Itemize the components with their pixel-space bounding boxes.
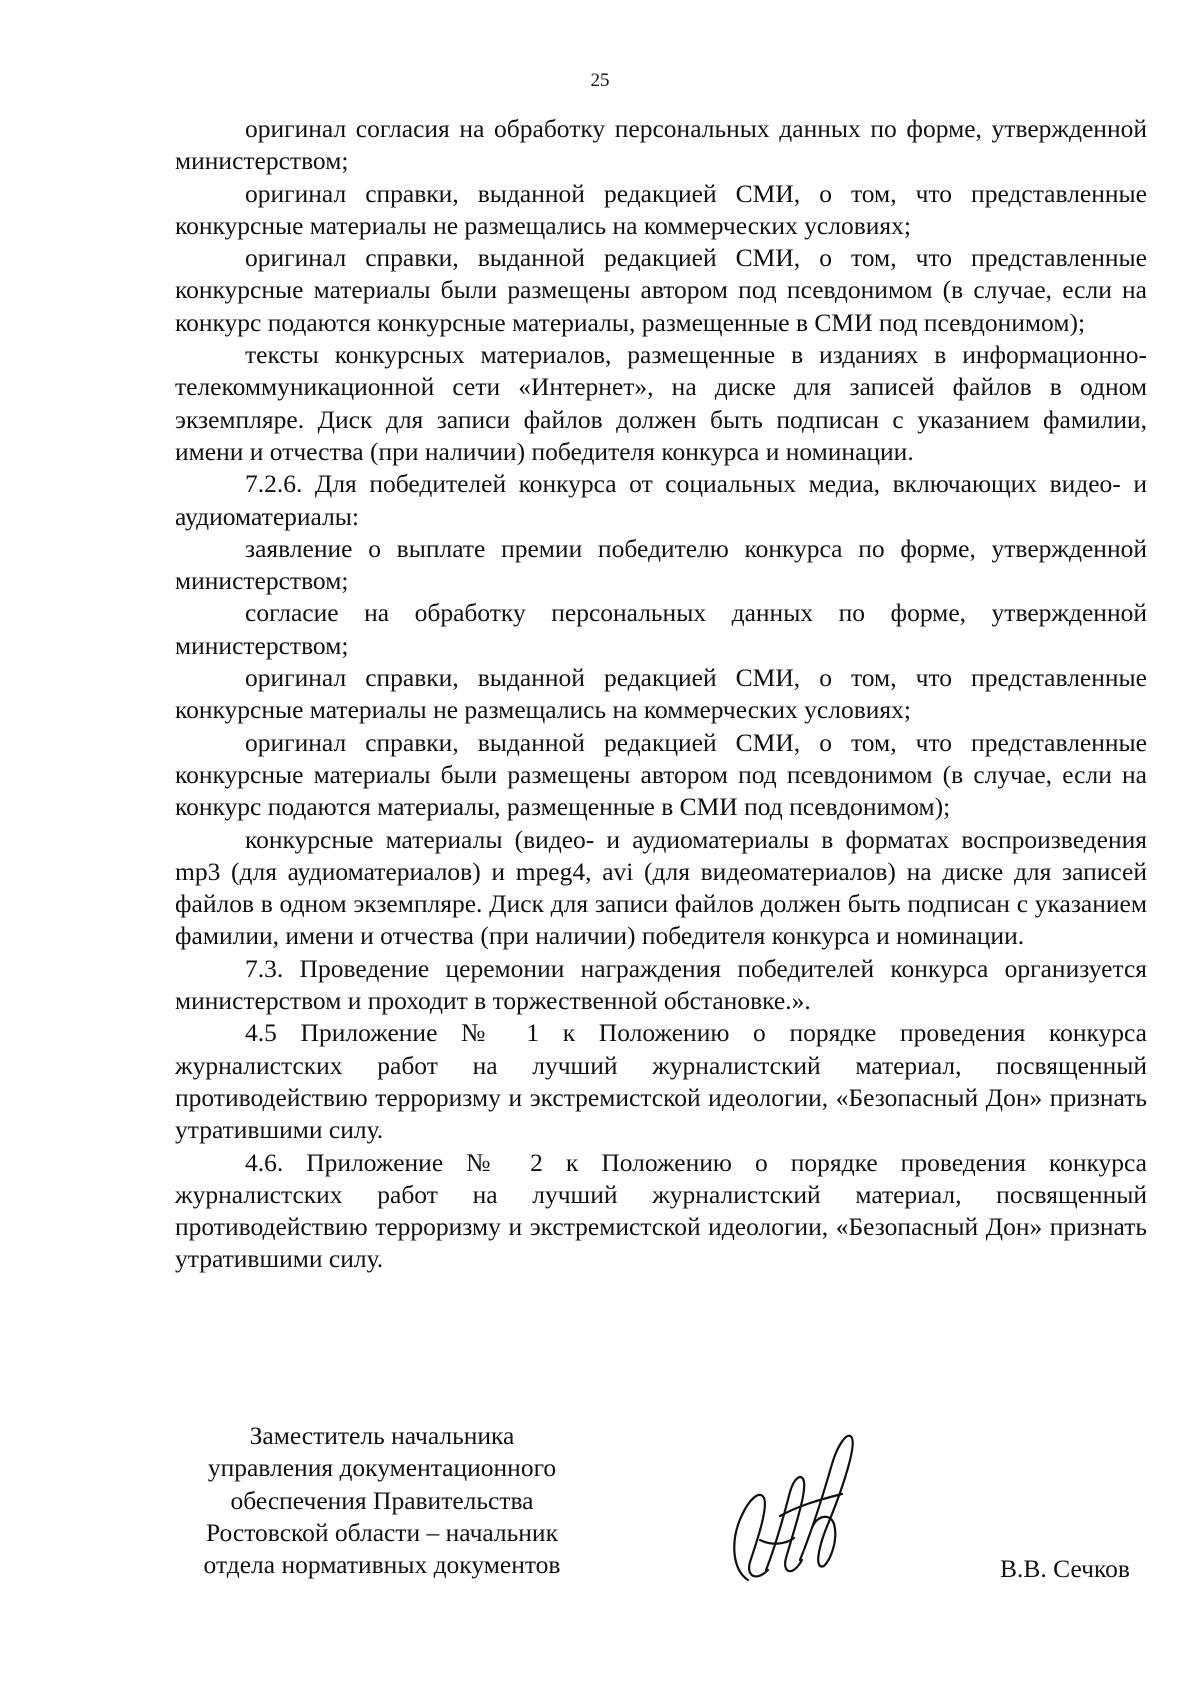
paragraph: оригинал справки, выданной редакцией СМИ, о том, что представленные конкурсные материалы не размещались на коммерческих условиях; xyxy=(175,663,1147,725)
paragraph: оригинал справки, выданной редакцией СМИ, о том, что представленные конкурсные материалы не размещались на коммерческих условиях; xyxy=(175,178,1147,240)
signatory-title-line: Заместитель начальника xyxy=(249,1421,515,1450)
page-number: 25 xyxy=(590,70,610,91)
handwritten-signature-icon xyxy=(720,1420,870,1600)
paragraph: 7.2.6. Для победителей конкурса от социальных медиа, включающих видео- и аудиоматериалы: xyxy=(175,469,1147,531)
signatory-title xyxy=(172,1420,592,1581)
signatory-title-line: управления документационного xyxy=(207,1453,557,1483)
paragraph: 7.3. Проведение церемонии награждения победителей конкурса организуется министерством и проходит в торжественной обстановке.». xyxy=(175,953,1147,1016)
paragraph: оригинал справки, выданной редакцией СМИ, о том, что представленные конкурсные материалы были размещены автором под псевдонимом (в случае, если на конкурс подаются конкурсные материалы, размещенные в СМИ под псевдонимом); xyxy=(175,243,1147,337)
paragraph: 4.5 Приложение № 1 к Положению о порядке проведения конкурса журналистских работ на лучший журналистский материал, посвященный противодействию терроризму и экстремистской идеологии, «Безопасный Дон» признать утратившими силу. xyxy=(175,1018,1147,1145)
signatory-title-line: отдела нормативных документов xyxy=(203,1550,561,1580)
paragraph: согласие на обработку персональных данных по форме, утвержденной министерством; xyxy=(175,598,1147,660)
signatory-name: В.В. Сечков xyxy=(1000,1554,1130,1583)
signatory-title-line: обеспечения Правительства xyxy=(230,1485,534,1515)
paragraph: заявление о выплате премии победителю конкурса по форме, утвержденной министерством; xyxy=(175,533,1147,596)
document-body xyxy=(175,113,1147,1276)
paragraph: 4.6. Приложение № 2 к Положению о порядке проведения конкурса журналистских работ на лучший журналистский материал, посвященный противодействию терроризму и экстремистской идеологии, «Безопасный Дон» признать утратившими силу. xyxy=(175,1147,1147,1274)
paragraph: конкурсные материалы (видео- и аудиоматериалы в форматах воспроизведения mp3 (для аудиоматериалов) и mpeg4, avi (для видеоматериалов) на диске для записей файлов в одном экземпляре. Диск для записи файлов должен быть подписан с указанием фамилии, имени и отчества (при наличии) победителя конкурса и номинации. xyxy=(175,824,1147,951)
paragraph: тексты конкурсных материалов, размещенные в изданиях в информационно-телекоммуникационной сети «Интернет», на диске для записей файлов в одном экземпляре. Диск для записи файлов должен быть подписан с указанием фамилии, имени и отчества (при наличии) победителя конкурса и номинации. xyxy=(175,340,1147,466)
paragraph: оригинал согласия на обработку персональных данных по форме, утвержденной министерством; xyxy=(175,114,1147,176)
signature-block xyxy=(0,1420,1200,1620)
signatory-title-line: Ростовской области – начальник xyxy=(206,1517,558,1547)
paragraph: оригинал справки, выданной редакцией СМИ, о том, что представленные конкурсные материалы были размещены автором под псевдонимом (в случае, если на конкурс подаются материалы, размещенные в СМИ под псевдонимом); xyxy=(175,727,1147,822)
